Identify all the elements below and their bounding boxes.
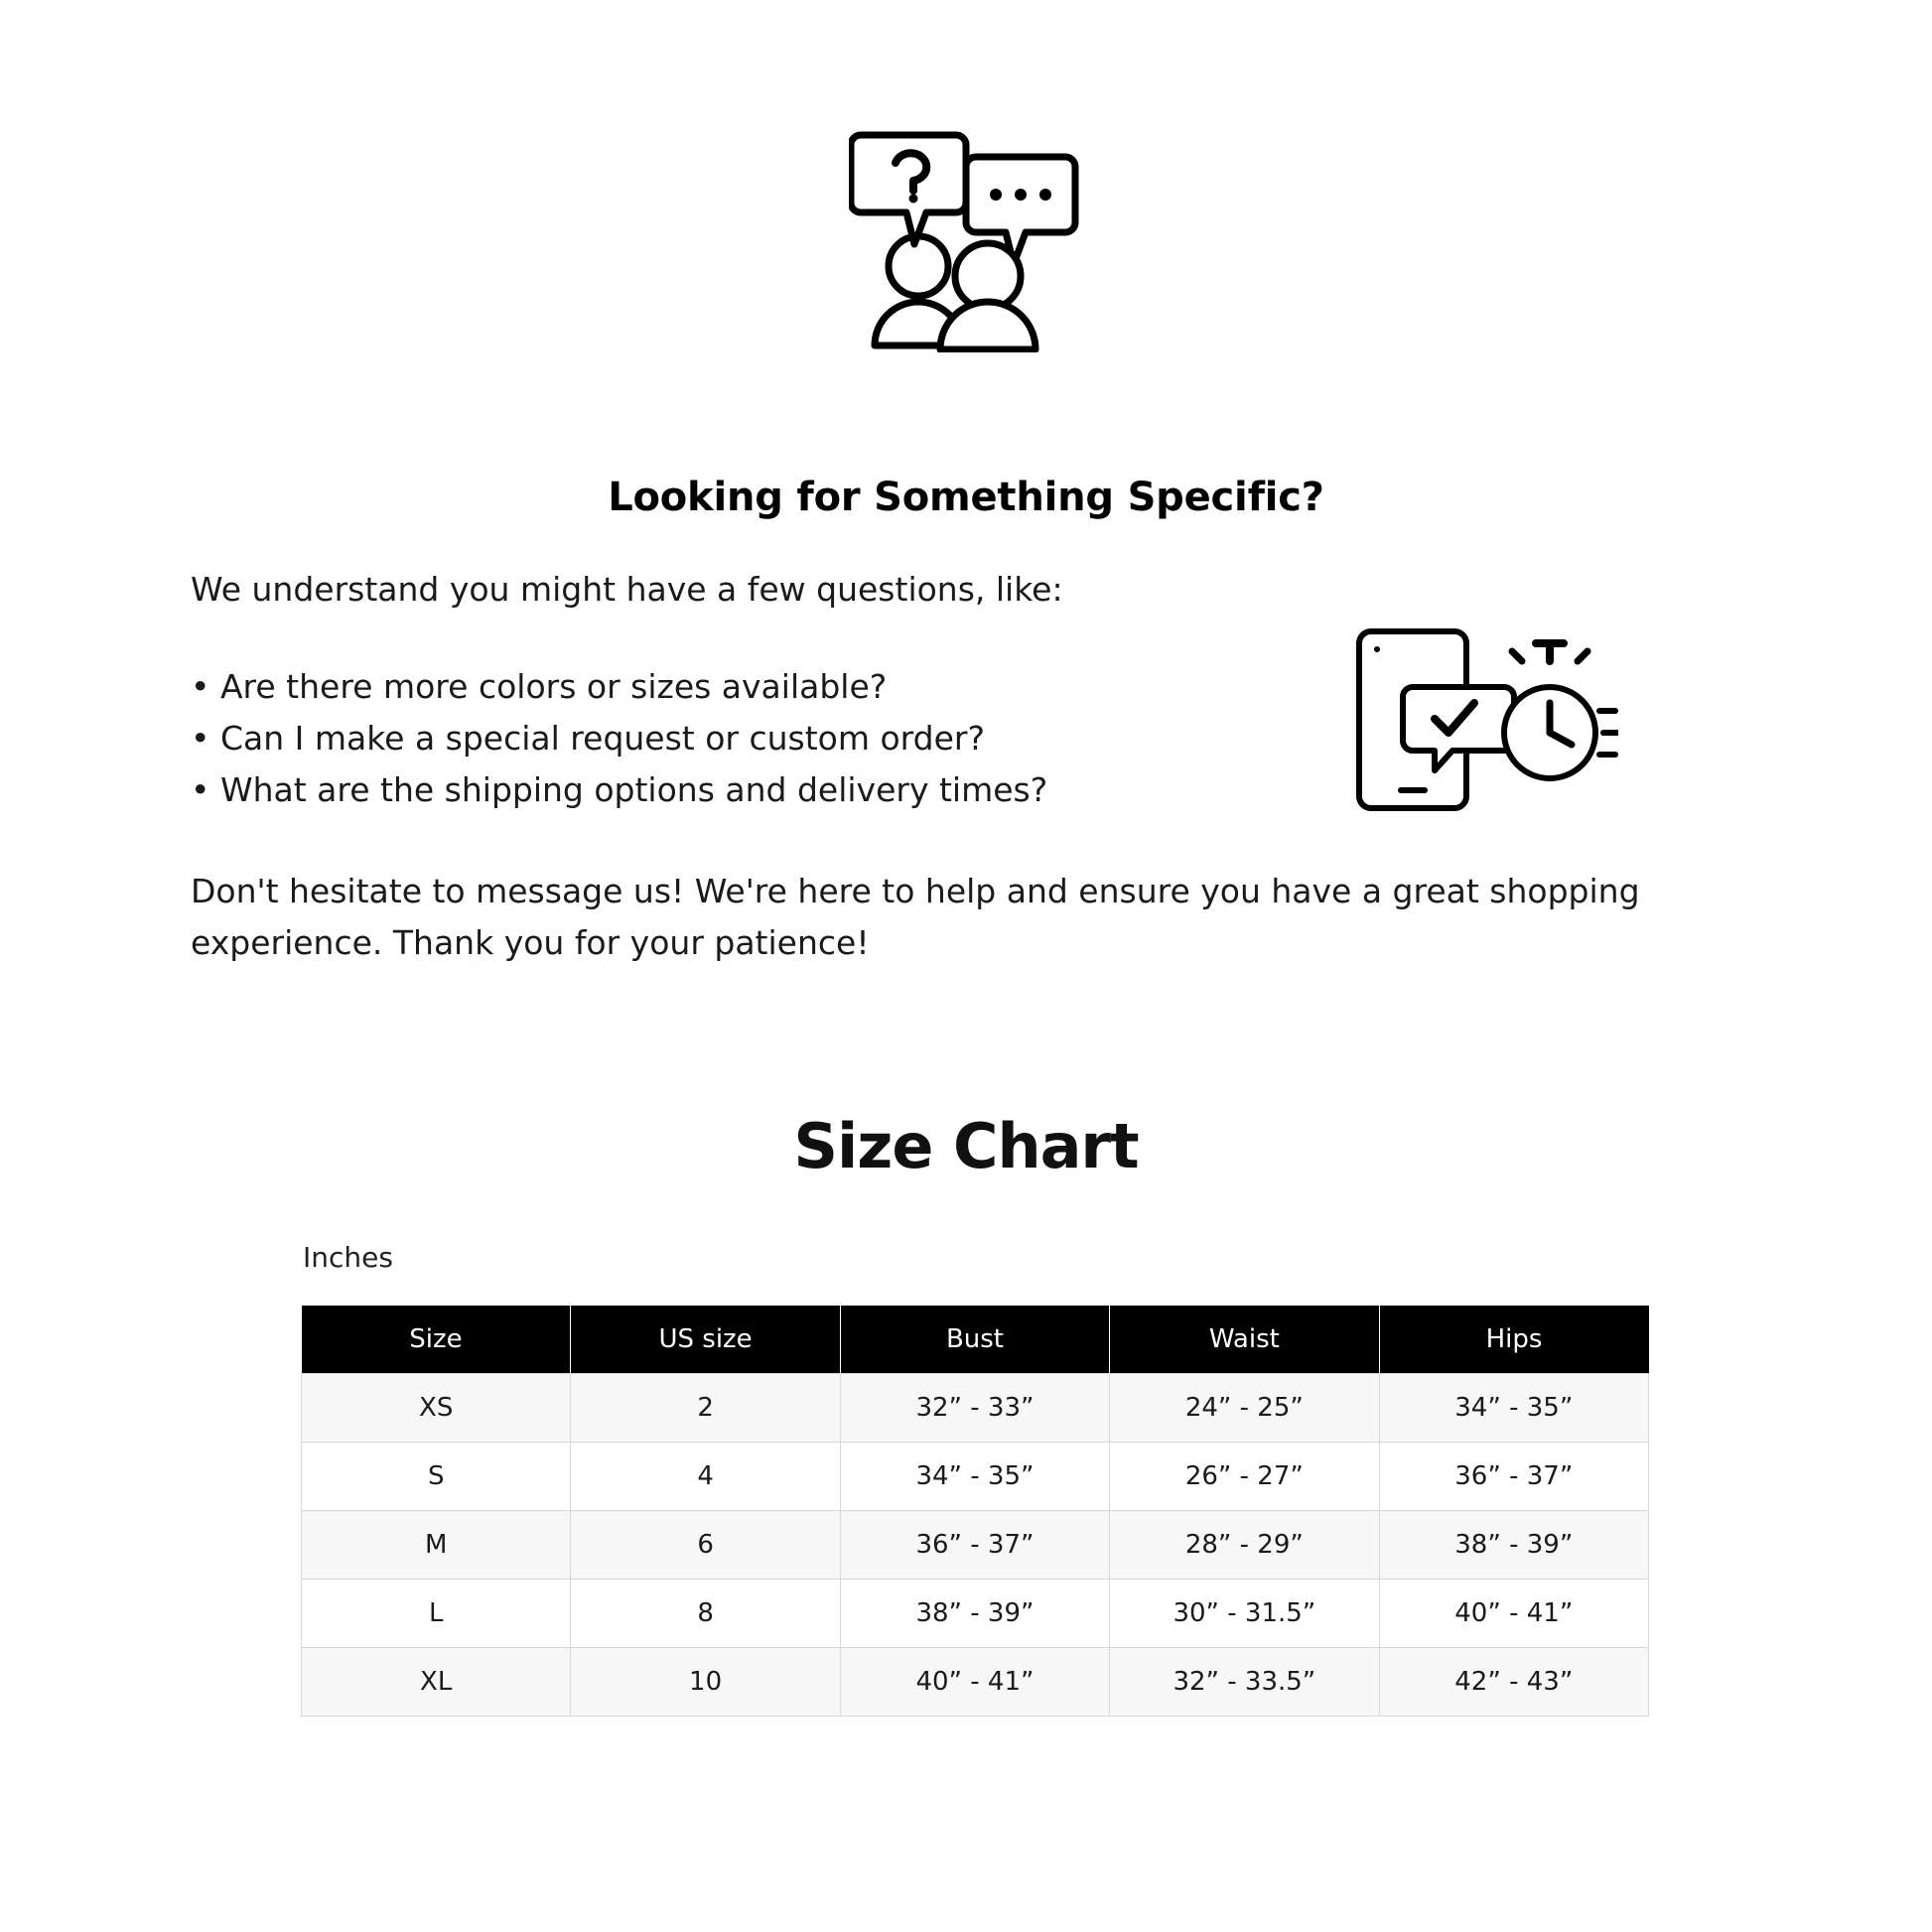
cell-bust: 38” - 39” <box>840 1580 1109 1648</box>
cell-hips: 42” - 43” <box>1379 1648 1648 1717</box>
cell-hips: 34” - 35” <box>1379 1374 1648 1443</box>
cell-hips: 40” - 41” <box>1379 1580 1648 1648</box>
column-header-bust: Bust <box>840 1306 1109 1374</box>
size-chart-table <box>301 1306 1649 1717</box>
lead-paragraph: We understand you might have a few questions, like: <box>191 570 1063 609</box>
cell-us-size: 4 <box>571 1443 840 1511</box>
outro-paragraph: Don't hesitate to message us! We're here to help and ensure you have a great shopping experience. Thank you for your patience! <box>191 872 1640 962</box>
cell-bust: 32” - 33” <box>840 1374 1109 1443</box>
phone-stopwatch-icon <box>1355 625 1618 814</box>
list-item: • What are the shipping options and delivery times? <box>191 764 1739 816</box>
cell-size: XS <box>302 1374 571 1443</box>
cell-waist: 30” - 31.5” <box>1110 1580 1379 1648</box>
units-label: Inches <box>303 1241 393 1274</box>
cell-hips: 36” - 37” <box>1379 1443 1648 1511</box>
page-title: Looking for Something Specific? <box>608 475 1324 520</box>
column-header-us-size: US size <box>571 1306 840 1374</box>
cell-size: S <box>302 1443 571 1511</box>
size-chart-title: Size Chart <box>793 1110 1139 1182</box>
table-header-row <box>302 1306 1649 1374</box>
chat-people-icon <box>849 119 1087 352</box>
table-row <box>302 1648 1649 1717</box>
table-row <box>302 1443 1649 1511</box>
list-item: • Are there more colors or sizes available? <box>191 661 1739 713</box>
cell-size: L <box>302 1580 571 1648</box>
table-row <box>302 1511 1649 1580</box>
cell-bust: 36” - 37” <box>840 1511 1109 1580</box>
table-row <box>302 1374 1649 1443</box>
cell-us-size: 8 <box>571 1580 840 1648</box>
cell-us-size: 2 <box>571 1374 840 1443</box>
cell-us-size: 6 <box>571 1511 840 1580</box>
cell-bust: 40” - 41” <box>840 1648 1109 1717</box>
table-row <box>302 1580 1649 1648</box>
column-header-size: Size <box>302 1306 571 1374</box>
cell-us-size: 10 <box>571 1648 840 1717</box>
column-header-hips: Hips <box>1379 1306 1648 1374</box>
cell-hips: 38” - 39” <box>1379 1511 1648 1580</box>
list-item: • Can I make a special request or custom order? <box>191 713 1739 764</box>
cell-waist: 32” - 33.5” <box>1110 1648 1379 1717</box>
size-chart-table-wrapper <box>301 1306 1649 1717</box>
cell-waist: 28” - 29” <box>1110 1511 1379 1580</box>
cell-waist: 26” - 27” <box>1110 1443 1379 1511</box>
column-header-waist: Waist <box>1110 1306 1379 1374</box>
cell-waist: 24” - 25” <box>1110 1374 1379 1443</box>
cell-size: XL <box>302 1648 571 1717</box>
cell-size: M <box>302 1511 571 1580</box>
cell-bust: 34” - 35” <box>840 1443 1109 1511</box>
